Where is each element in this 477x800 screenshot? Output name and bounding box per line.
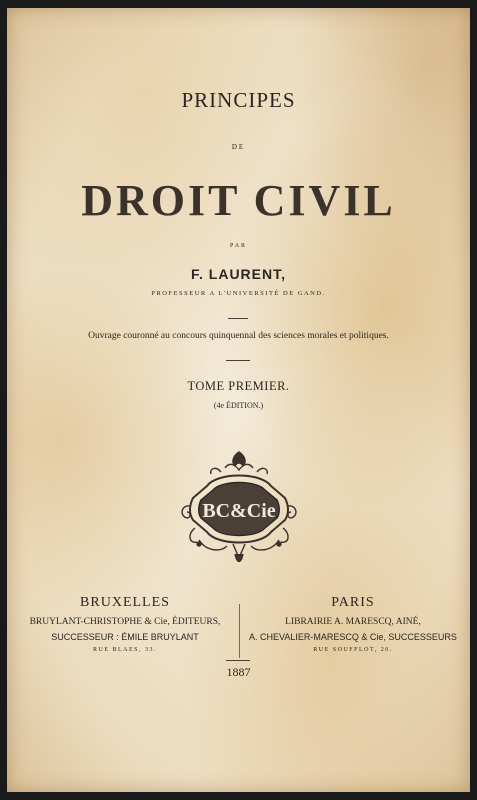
divider bbox=[228, 318, 248, 319]
main-title: DROIT CIVIL bbox=[81, 176, 396, 225]
imprint-divider bbox=[239, 604, 240, 658]
edition-label: (4e ÉDITION.) bbox=[213, 401, 264, 410]
imprint-right-city: PARIS bbox=[331, 595, 375, 610]
author-name: F. LAURENT, bbox=[191, 266, 286, 282]
award-note: Ouvrage couronné au concours quinquennal des sciences morales et politiques. bbox=[88, 331, 389, 341]
imprint-right-publisher: LIBRAIRIE A. MARESCQ, AINÉ, bbox=[285, 617, 421, 627]
divider bbox=[226, 660, 250, 661]
imprint-left-publisher: BRUYLANT-CHRISTOPHE & Cie, ÉDITEURS, bbox=[29, 617, 221, 627]
title-par: PAR bbox=[229, 243, 248, 249]
imprint-left-successor: SUCCESSEUR : ÉMILE BRUYLANT bbox=[51, 632, 199, 642]
imprint-left-city: BRUXELLES bbox=[80, 595, 170, 610]
author-affiliation: PROFESSEUR A L'UNIVERSITÉ DE GAND. bbox=[151, 290, 326, 297]
publisher-ornament-icon bbox=[177, 448, 301, 570]
imprint-right-successor: A. CHEVALIER-MARESCQ & Cie, SUCCESSEURS bbox=[249, 632, 457, 642]
title-page bbox=[7, 8, 470, 792]
divider bbox=[226, 360, 250, 361]
imprint-right-address: RUE SOUFFLOT, 20. bbox=[313, 647, 393, 653]
publication-year: 1887 bbox=[226, 665, 251, 679]
imprint-left-address: RUE BLAES, 33. bbox=[92, 647, 157, 653]
title-principes: PRINCIPES bbox=[181, 88, 296, 112]
volume-label: TOME PREMIER. bbox=[187, 379, 290, 393]
title-de: DE bbox=[231, 143, 246, 151]
ornament-monogram: BC&Cie bbox=[202, 500, 276, 522]
